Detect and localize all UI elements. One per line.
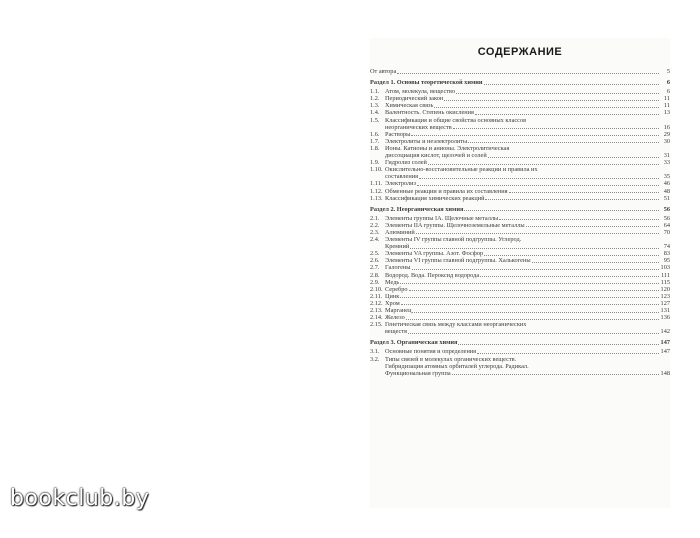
toc-page-number: 127 <box>660 299 670 307</box>
toc-row <box>370 173 670 180</box>
toc-leader-dots <box>458 343 659 345</box>
toc-page-number: 29 <box>663 130 670 138</box>
toc-row <box>370 117 670 124</box>
toc-entry-number: 1.3. <box>370 102 380 110</box>
toc-page-number: 147 <box>660 339 670 347</box>
toc-entry-title: Электролиты и неэлектролиты <box>385 137 468 145</box>
toc-page-number: 147 <box>660 348 670 356</box>
toc-leader-dots <box>419 177 659 179</box>
toc-entry-number: 2.8. <box>370 271 380 279</box>
toc-row <box>370 314 670 321</box>
toc-leader-dots <box>397 72 659 74</box>
toc-section-row <box>370 339 670 346</box>
toc-entry-title: Гидролиз солей <box>385 159 427 167</box>
toc-row <box>370 159 670 166</box>
toc-leader-dots <box>408 332 659 334</box>
toc-entry-title: Элементы IV группы главной подгруппы. Углерод. <box>385 236 522 244</box>
toc-page-number: 48 <box>663 187 670 195</box>
toc-entry-number: 2.12. <box>370 299 383 307</box>
toc-entry-title: Алюминий <box>385 228 415 236</box>
toc-row <box>370 279 670 286</box>
toc-leader-dots <box>401 303 659 305</box>
toc-page-number: 13 <box>663 109 670 117</box>
toc-leader-dots <box>484 83 660 85</box>
toc-entry-number: 3.1. <box>370 348 380 356</box>
toc-entry-title: Элементы VI группы главной подгруппы. Халькогены <box>385 257 531 265</box>
toc-row <box>370 272 670 279</box>
toc-entry-title: Ионы. Катионы и анионы. Электролитическая <box>385 144 510 152</box>
toc-page-number: 83 <box>663 250 670 258</box>
toc-entry-title: Классификация химических реакций <box>385 194 485 202</box>
toc-entry-title: Раздел 2. Неорганическая химия <box>370 205 464 213</box>
toc-entry-title: Галогены <box>385 264 411 272</box>
toc-page-number: 6 <box>666 88 670 96</box>
toc-entry-number: 2.3. <box>370 228 380 236</box>
toc-page-number: 142 <box>660 328 670 336</box>
toc-leader-dots <box>488 156 659 158</box>
toc-entry-title: Типы связей в молекулах органических веществ. <box>385 355 517 363</box>
toc-page-number: 70 <box>663 228 670 236</box>
toc-row <box>370 257 670 264</box>
toc-leader-dots <box>485 198 659 200</box>
toc-leader-dots <box>453 127 659 129</box>
toc-entry-title: Генетическая связь между классами неорганических <box>385 321 527 329</box>
toc-row <box>370 88 670 95</box>
toc-section-row <box>370 206 670 213</box>
toc-entry-number: 1.13. <box>370 194 383 202</box>
toc-page-number: 131 <box>660 307 670 314</box>
toc-page-number: 111 <box>661 271 670 279</box>
toc-row <box>370 124 670 131</box>
toc-leader-dots <box>526 225 659 227</box>
toc-page-number: 95 <box>663 257 670 265</box>
toc-entry-title: От автора <box>370 68 397 75</box>
toc-entry-number: 1.9. <box>370 159 380 167</box>
toc-page-number: 46 <box>663 180 670 188</box>
toc-row <box>370 264 670 271</box>
toc-page-number: 30 <box>663 137 670 145</box>
toc-entry-number: 1.6. <box>370 130 380 138</box>
toc-page-number: 33 <box>663 159 670 167</box>
toc-entry-title: Атом, молекула, вещество <box>385 88 456 96</box>
watermark: bookclub.by <box>10 486 150 511</box>
toc-leader-dots <box>412 268 659 270</box>
toc-row <box>370 215 670 222</box>
toc-entry-number: 1.10. <box>370 166 383 174</box>
toc-row <box>370 180 670 187</box>
toc-entry-title: составления <box>385 173 418 181</box>
toc-row <box>370 152 670 159</box>
toc-entry-number: 1.4. <box>370 109 380 117</box>
toc-entry-title: Химическая связь <box>385 102 434 110</box>
toc-entry-number: 1.8. <box>370 144 380 152</box>
toc-entry-number: 2.15. <box>370 321 383 329</box>
toc-row <box>370 166 670 173</box>
toc-leader-dots <box>412 311 659 313</box>
toc-entry-title: диссоциация кислот, щелочей и солей <box>385 152 487 160</box>
toc-entry-title: Элементы группы IA. Щелочные металлы <box>385 214 499 222</box>
toc-leader-dots <box>475 113 659 115</box>
toc-entry-title: Элементы VA группы. Азот. Фосфор <box>385 250 484 258</box>
toc-leader-dots <box>417 184 659 186</box>
toc-leader-dots <box>480 275 659 277</box>
toc-entry-title: Кремний <box>385 243 410 251</box>
toc-leader-dots <box>477 352 659 354</box>
toc-entry-title: Медь <box>385 278 400 286</box>
toc-row <box>370 138 670 145</box>
toc-entry-number: 2.5. <box>370 250 380 258</box>
toc-entry-number: 1.1. <box>370 88 380 96</box>
toc-row <box>370 222 670 229</box>
toc-leader-dots <box>416 232 659 234</box>
toc-entry-title: Функциональная группа <box>385 369 451 377</box>
toc-entry-title: Марганец <box>385 307 412 314</box>
toc-row <box>370 95 670 102</box>
toc-entry-number: 3.2. <box>370 355 380 363</box>
toc-page-number: 11 <box>663 95 670 103</box>
toc-page-number: 56 <box>663 214 670 222</box>
book-page <box>370 38 670 508</box>
toc-entry-number: 2.1. <box>370 214 380 222</box>
toc-row <box>370 243 670 250</box>
toc-row <box>370 370 670 377</box>
toc-row <box>370 300 670 307</box>
toc-entry-title: Элементы IIA группы. Щелочноземельные металлы <box>385 221 525 229</box>
toc-entry-title: Классификация и общие свойства основных классов <box>385 116 527 124</box>
toc-row <box>370 328 670 335</box>
toc-entry-number: 2.11. <box>370 292 383 300</box>
toc-entry-title: веществ <box>385 328 408 336</box>
toc-page-number: 123 <box>660 292 670 300</box>
toc-leader-dots <box>411 134 659 136</box>
toc-leader-dots <box>400 282 659 284</box>
toc-row <box>370 363 670 370</box>
toc-row <box>370 250 670 257</box>
toc-entry-title: Периодический закон <box>385 95 444 103</box>
table-of-contents <box>370 68 670 377</box>
toc-page-number: 6 <box>666 79 670 87</box>
toc-leader-dots <box>452 373 659 375</box>
toc-row <box>370 195 670 202</box>
toc-row <box>370 307 670 314</box>
toc-entry-number: 1.5. <box>370 116 380 124</box>
toc-leader-dots <box>400 296 659 298</box>
toc-row <box>370 188 670 195</box>
toc-leader-dots <box>499 218 659 220</box>
toc-entry-number: 2.7. <box>370 264 380 272</box>
toc-leader-dots <box>484 254 659 256</box>
toc-row <box>370 131 670 138</box>
toc-entry-number: 2.13. <box>370 307 383 314</box>
toc-entry-title: Раздел 3. Органическая химия <box>370 339 458 347</box>
toc-entry-title: Железо <box>385 314 405 322</box>
toc-row <box>370 348 670 355</box>
toc-entry-number: 1.11. <box>370 180 383 188</box>
toc-page-number: 5 <box>666 68 670 75</box>
toc-page-number: 120 <box>660 285 670 293</box>
toc-entry-number: 1.2. <box>370 95 380 103</box>
toc-entry-title: Растворы <box>385 130 411 138</box>
toc-row <box>370 286 670 293</box>
toc-entry-number: 2.10. <box>370 285 383 293</box>
toc-leader-dots <box>532 261 659 263</box>
toc-row <box>370 145 670 152</box>
toc-entry-number: 1.12. <box>370 187 383 195</box>
toc-entry-title: Цинк <box>385 292 400 300</box>
toc-page-number: 136 <box>660 314 670 322</box>
toc-row <box>370 356 670 363</box>
toc-entry-number: 2.9. <box>370 278 380 286</box>
toc-page-number: 35 <box>663 173 670 181</box>
page-title: СОДЕРЖАНИЕ <box>477 46 563 58</box>
toc-entry-title: Хром <box>385 299 400 307</box>
toc-row <box>370 102 670 109</box>
toc-entry-title: Серебро <box>385 285 408 293</box>
toc-leader-dots <box>509 191 659 193</box>
toc-leader-dots <box>434 106 659 108</box>
toc-row <box>370 109 670 116</box>
toc-page-number: 51 <box>663 194 670 202</box>
toc-row <box>370 229 670 236</box>
toc-entry-title: Обменные реакции и правила их составления <box>385 187 508 195</box>
toc-leader-dots <box>456 92 659 94</box>
toc-entry-number: 2.4. <box>370 236 380 244</box>
toc-page-number: 16 <box>663 123 670 131</box>
toc-page-number: 115 <box>660 278 670 286</box>
toc-entry-title: неорганических веществ <box>385 123 452 131</box>
toc-row <box>370 321 670 328</box>
toc-leader-dots <box>409 289 659 291</box>
toc-leader-dots <box>444 99 659 101</box>
toc-entry-title: Основные понятия и определения <box>385 348 477 356</box>
toc-section-row <box>370 79 670 86</box>
toc-entry-number: 2.2. <box>370 221 380 229</box>
toc-entry-title: Валентность. Степень окисления <box>385 109 474 117</box>
toc-page-number: 103 <box>660 264 670 272</box>
toc-page-number: 74 <box>663 243 670 251</box>
toc-page-number: 31 <box>663 152 670 160</box>
toc-leader-dots <box>406 318 659 320</box>
toc-page-number: 56 <box>663 205 670 213</box>
toc-leader-dots <box>428 163 659 165</box>
toc-entry-title: Раздел 1. Основы теоретической химии <box>370 79 483 87</box>
toc-page-number: 11 <box>663 102 670 110</box>
toc-page-number: 148 <box>660 369 670 377</box>
toc-entry-title: Водород. Вода. Пероксид водорода <box>385 271 480 279</box>
toc-entry-title: Электролиз <box>385 180 417 188</box>
toc-leader-dots <box>468 141 659 143</box>
toc-entry-number: 2.14. <box>370 314 383 322</box>
toc-page-number: 64 <box>663 221 670 229</box>
toc-row <box>370 68 670 75</box>
toc-row <box>370 236 670 243</box>
toc-entry-title: Окислительно-восстановительные реакции и правила их <box>385 166 538 174</box>
toc-leader-dots <box>464 209 659 211</box>
toc-row <box>370 293 670 300</box>
toc-entry-number: 1.7. <box>370 137 380 145</box>
toc-leader-dots <box>410 247 659 249</box>
toc-entry-number: 2.6. <box>370 257 380 265</box>
toc-entry-title: Гибридизация атомных орбиталей углерода. Радикал. <box>385 362 529 370</box>
